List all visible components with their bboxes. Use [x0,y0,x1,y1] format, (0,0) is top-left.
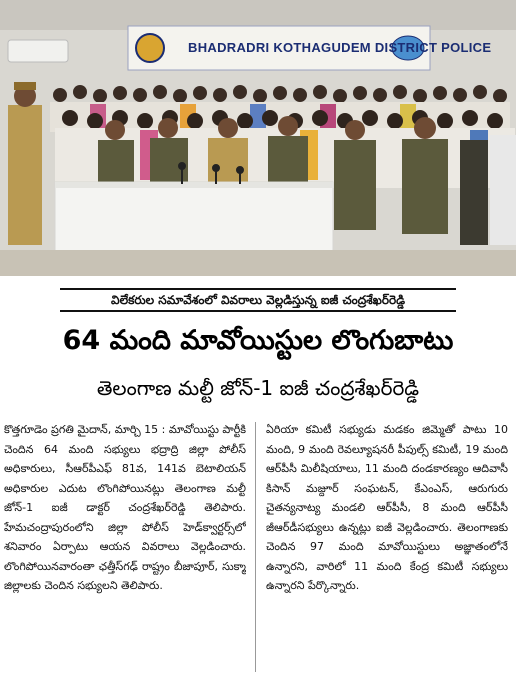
subheadline: తెలంగాణ మల్టీ జోన్‌-1 ఐజీ చంద్రశేఖర్‌రెడ్డి [96,376,420,400]
column-divider [255,422,256,672]
article-paragraph-right: ఏరియా కమిటీ సభ్యుడు మడకం జిమ్మెతో పాటు 10 మంది, 9 మంది రెవల్యూషనరీ పీపుల్స్‌ కమిటీ, 19 మంది ఆర్‌పీసీ మిలీషియాలు, 11 మంది దండకారణ్యం ఆదివాసీ కిసాన్‌ మజ్దూర్‌ సంఘటన్‌, కేఎంఎస్‌, ఆరుగురు చైతన్యనాట్య మండలి ఆర్‌పీసీ, 8 మంది ఆర్‌పీసీ జీఆర్‌డీసభ్యులు ఉన్నట్లు ఐజీ వెల్లడించారు. తెలంగాణకు చెందిన 97 మంది మావోయిస్టులు అజ్ఞాతంలోనే ఉన్నారని, వారిలో 11 మంది కేంద్ర కమిటీ సభ్యులు ఉన్నారని పేర్కొన్నారు. [266,423,508,592]
photo-banner-text: BHADRADRI KOTHAGUDEM DISTRICT POLICE [188,40,492,55]
news-photo [0,0,516,276]
article-column-left [4,420,246,676]
article-column-right [266,420,508,676]
police-emblem-icon [136,34,164,62]
photo-caption: విలేకరుల సమావేశంలో వివరాలు వెల్లడిస్తున్న ఐజీ చంద్రశేఖర్‌రెడ్డి [60,288,456,312]
headline: 64 మంది మావోయిస్టుల లొంగుబాటు [62,325,454,356]
article-body [4,420,512,676]
article-paragraph-left: కొత్తగూడెం ప్రగతి మైదాన్‌, మార్చి 15 : మావోయిస్టు పార్టీకి చెందిన 64 మంది సభ్యులు భద్రాద్రి జిల్లా పోలీస్‌ అధికారులు, సీఆర్‌పీఎఫ్‌ 81వ, 141వ బెటాలియన్‌ అధికారుల ఎదుట లొంగిపోయినట్లు తెలంగాణ మల్టీ జోన్‌-1 ఐజీ డాక్టర్‌ చంద్రశేఖర్‌రెడ్డి తెలిపారు. హేమచంద్రాపురంలోని జిల్లా పోలీస్‌ హెడ్‌క్వార్టర్స్‌లో శనివారం ఏర్పాటు ఆయన వివరాలు వెల్లడించారు. లొంగిపోయినవారంతా ఛత్తీస్‌గఢ్‌ రాష్ట్రం బీజాపూర్‌, సుక్మా జిల్లాలకు చెందిన సభ్యులని తెలిపారు. [4,423,246,592]
